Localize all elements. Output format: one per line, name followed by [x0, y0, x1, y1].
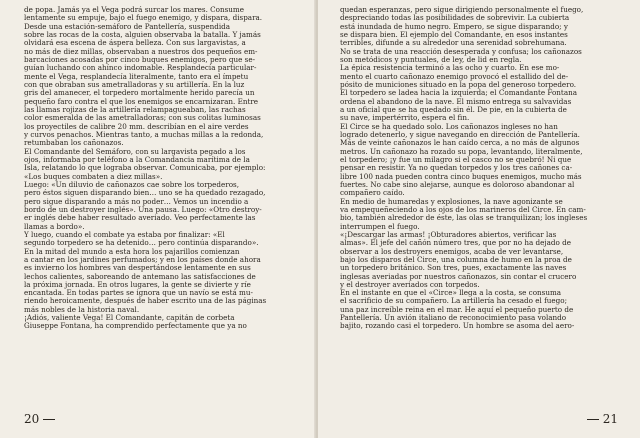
text-line: la próxima jornada. En otros lugares, la gente se divierte y ríe [24, 280, 251, 289]
text-line: barcaciones acosadas por cinco buques enemigos, pero que se- [24, 55, 256, 64]
text-line: gris del amanecer, el torpedero mortalmente herido parecía un [24, 89, 255, 98]
right-page-number-value: 21 [602, 412, 618, 426]
text-line: Desde una estación-semáforo de Pantellería, suspendida [24, 22, 230, 31]
text-line: interrumpen el fuego. [340, 222, 420, 231]
text-line: retumbaban los cañonazos. [24, 139, 124, 148]
text-line: pero éstos siguen disparando bien… uno se ha quedado rezagado, [24, 189, 266, 198]
text-line: «¡Descargar las armas! ¡Obturadores abiertos, verificar las [340, 230, 557, 239]
text-line: lentamente su empuje, bajo el fuego enemigo, y dispara, dispara. [24, 14, 263, 23]
text-line: ¡Adiós, valiente Vega! El Comandante, capitán de corbeta [24, 314, 235, 323]
text-line: pósito de municiones situado en la popa del generoso torpedero. [340, 80, 577, 89]
text-line: mente el Vega, resplandecía literalmente, tanto era el ímpetu [24, 72, 249, 81]
text-line: compañero caído. [340, 189, 405, 198]
text-line: no más de diez millas, observaban a nuestros dos pequeños em- [24, 47, 258, 56]
text-line: se dispara bien. El ejemplo del Comandante, en esos instantes [340, 30, 568, 39]
right-page-number [583, 412, 618, 426]
text-line: bajo los disparos del Circe, una columna de humo en la proa de [340, 255, 572, 264]
text-line: mento el cuarto cañonazo enemigo provocó el estallido del de- [340, 72, 569, 81]
text-line: Pantellería. Un avión italiano de reconocimiento pasa volando [340, 314, 567, 323]
text-line: de popa. Jamás ya el Vega podrá surcar los mares. Consume [24, 6, 244, 14]
text-line: ojos, informaba por teléfono a la Comandancia marítima de la [24, 155, 250, 164]
text-line: pensar en resistir. Ya no quedan torpedos y los tres cañones ca- [340, 164, 573, 173]
text-line: encantada. En todas partes se ignora que un navío se está mu- [24, 289, 253, 298]
text-line: fuertes. No cabe sino alejarse, aunque es doloroso abandonar al [340, 180, 575, 189]
text-line: los proyectiles de calibre 20 mm. describían en el aire verdes [24, 122, 249, 131]
text-line: va empequeñeciendo a los ojos de los marineros del Circe. En cam- [340, 205, 586, 214]
text-line: un torpedero británico. Son tres, pues, exactamente las naves [340, 264, 567, 273]
text-line: con que obraban sus ametralladoras y su artillería. En la luz [24, 80, 245, 89]
text-line: El Circe se ha quedado solo. Los cañonazos ingleses no han [340, 122, 558, 131]
text-line: son metódicos y puntuales, de ley, de lid en regla. [340, 55, 522, 64]
text-line: observar a los destroyers enemigos, acaba de ver levantarse, [340, 247, 564, 256]
text-line: En la mitad del mundo a esta hora los pajarillos comienzan [24, 247, 240, 256]
text-line: Isla, relatando lo que lograba observar. Comunicaba, por ejemplo: [24, 164, 266, 173]
text-line: «Los buques combaten a diez millas». [24, 172, 163, 181]
folio-dash [587, 419, 599, 420]
text-line: En medio de humaredas y explosiones, la nave agonizante se [340, 197, 563, 206]
text-line: y el destroyer averiados con torpedos. [340, 280, 480, 289]
text-line: Giuseppe Fontana, ha comprendido perfectamente que ya no [24, 322, 247, 331]
text-line: sobre las rocas de la costa, alguien observaba la batalla. Y jamás [24, 30, 261, 39]
text-line: a cantar en los jardines perfumados; y en los países donde ahora [24, 255, 261, 264]
text-line: riendo heroicamente, después de haber escrito una de las páginas [24, 297, 267, 306]
text-line: segundo torpedero se ha detenido… pero continúa disparando». [24, 239, 259, 248]
text-line: despreciando todas las posibilidades de sobrevivir. La cubierta [340, 14, 570, 23]
text-line: pero sigue disparando a más no poder… Vemos un incendio a [24, 197, 249, 206]
left-page-number [24, 412, 59, 426]
text-line: color esmeralda de las ametralladoras; con sus colitas luminosas [24, 114, 261, 123]
text-line: er inglés debe haber resultado averiado. Veo perfectamente las [24, 214, 256, 223]
text-line: el torpedero; ¡y fue un milagro si el casco no se quebró! Ni que [340, 155, 572, 164]
text-line: inglesas averiadas por nuestros cañonazos, sin contar el crucero [340, 272, 577, 281]
text-line: llamas a bordo». [24, 222, 85, 231]
text-line: pequeño faro contra el que los enemigos se encarnizaran. Entre [24, 97, 259, 106]
text-line: metros. Un cañonazo ha rozado su popa, levantando, literalmente, [340, 147, 583, 156]
text-line: La épica resistencia terminó a las ocho y cuarto. En ese mo- [340, 64, 560, 73]
text-line: ordena el abandono de la nave. El mismo entrega su salvavidas [340, 97, 572, 106]
text-line: quedan esperanzas, pero sigue dirigiendo personalmente el fuego, [340, 6, 584, 14]
right-page-text [340, 6, 620, 331]
text-line: logrado detenerlo, y sigue navegando en dirección de Pantellería. [340, 130, 580, 139]
text-line: las llamas rojizas de la artillería relampagueaban, las rachas [24, 105, 246, 114]
text-line: bordo de un destroyer inglés». Una pausa. Luego: «Otro destroy- [24, 205, 262, 214]
folio-dash [43, 419, 55, 420]
left-page [0, 0, 316, 438]
text-line: El torpedero se ladea hacia la izquierda; el Comandante Fontana [340, 89, 578, 98]
text-line: El Comandante del Semáforo, con su largavista pegado a los [24, 147, 246, 156]
text-line: más nobles de la historia naval. [24, 305, 140, 314]
text-line: bajito, rozando casi el torpedero. Un hombre se asoma del aero- [340, 322, 575, 331]
text-line: su nave, impertérrito, espera el fin. [340, 114, 470, 123]
text-line: Y luego, cuando el combate ya estaba por finalizar: «El [24, 230, 225, 239]
text-line: guían luchando con ahínco indomable. Resplandecía particular- [24, 64, 257, 73]
text-line: y curvos penachos. Mientras tanto, a muchas millas a la redonda, [24, 130, 264, 139]
right-page [318, 0, 640, 438]
text-line: lechos calientes, saboreando de antemano las satisfacciones de [24, 272, 256, 281]
text-line: No se trata de una reacción desesperada y confusa; los cañonazos [340, 47, 582, 56]
text-line: libre 100 nada pueden contra cinco buques enemigos, mucho más [340, 172, 582, 181]
text-line: a un oficial que se ha quedado sin él. De pie, en la cubierta de [340, 105, 567, 114]
text-line: una paz increíble reina en el mar. He aquí el pequeño puerto de [340, 305, 574, 314]
text-line: terribles, difunde a su alrededor una serenidad sobrehumana. [340, 39, 567, 48]
left-page-text [24, 6, 296, 331]
text-line: bio, también alrededor de éste, las olas se tranquilizan; los ingleses [340, 214, 588, 223]
text-line: Más de veinte cañonazos le han caído cerca, a no más de algunos [340, 139, 580, 148]
text-line: olvidará esa escena de áspera belleza. Con sus largavistas, a [24, 39, 246, 48]
text-line: almas». El jefe del cañón número tres, que por no ha dejado de [340, 239, 571, 248]
left-page-number-value: 20 [24, 412, 40, 426]
text-line: el sacrificio de su compañero. La artillería ha cesado el fuego; [340, 297, 567, 306]
text-line: Luego: «Un diluvio de cañonazos cae sobre los torpederos, [24, 180, 240, 189]
text-line: está inundada de humo negro. Empero, se sigue disparando; y [340, 22, 568, 31]
text-line: En el instante en que el «Circe» llega a la costa, se consuma [340, 289, 562, 298]
text-line: es invierno los hombres van despertándose lentamente en sus [24, 264, 251, 273]
